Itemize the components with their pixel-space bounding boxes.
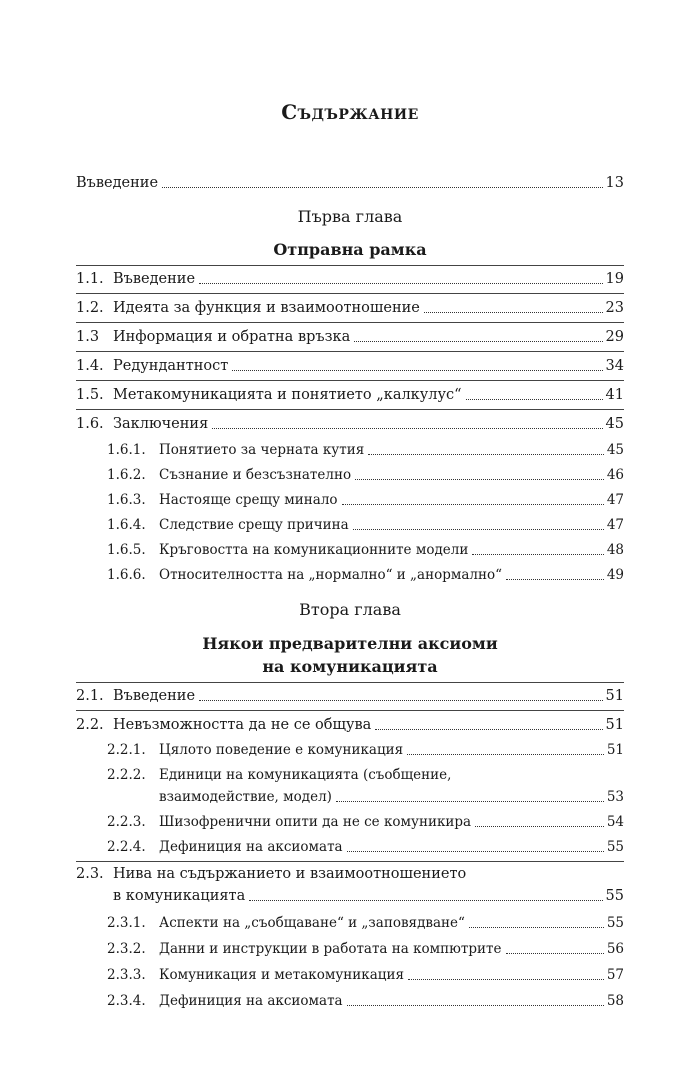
toc-entry[interactable] xyxy=(76,327,624,347)
entry-text: Съзнание и безсъзнателно xyxy=(159,467,352,483)
entry-page: 55 xyxy=(605,888,624,904)
toc-entry-cont[interactable] xyxy=(76,886,624,906)
leader-dots xyxy=(336,801,604,802)
entry-text: Дефиниция на аксиомата xyxy=(159,993,343,1009)
entry-text: Заключения xyxy=(113,416,209,432)
chapter1-title: Отправна рамка xyxy=(273,240,427,259)
entry-number: 2.3. xyxy=(76,866,104,882)
toc-subentry-cont[interactable] xyxy=(107,787,624,807)
leader-dots xyxy=(199,283,603,284)
leader-dots xyxy=(424,312,603,313)
entry-number: 1.3 xyxy=(76,329,100,345)
toc-subentry[interactable] xyxy=(107,913,624,933)
entry-number: 2.2.3. xyxy=(107,814,146,830)
leader-dots xyxy=(212,428,602,429)
toc-subentry[interactable] xyxy=(107,490,624,510)
leader-dots xyxy=(472,554,603,555)
entry-page: 13 xyxy=(605,175,624,191)
entry-number: 1.1. xyxy=(76,271,104,287)
toc-subentry[interactable] xyxy=(107,440,624,460)
leader-dots xyxy=(353,529,604,530)
leader-dots xyxy=(466,399,603,400)
toc-subentry[interactable] xyxy=(107,965,624,985)
entry-page: 51 xyxy=(605,717,624,733)
entry-number: 1.4. xyxy=(76,358,104,374)
leader-dots xyxy=(355,479,604,480)
entry-text: Настояще срещу минало xyxy=(159,492,338,508)
entry-text: Относителността на „нормално“ и „анормално“ xyxy=(159,567,503,583)
leader-dots xyxy=(354,341,602,342)
divider xyxy=(76,682,624,683)
entry-page: 51 xyxy=(605,688,624,704)
divider xyxy=(76,322,624,323)
toc-subentry[interactable] xyxy=(107,740,624,760)
entry-text: Понятието за черната кутия xyxy=(159,442,365,458)
entry-number: 1.6.1. xyxy=(107,442,146,458)
leader-dots xyxy=(408,979,604,980)
toc-subentry[interactable] xyxy=(107,837,624,857)
entry-page: 47 xyxy=(606,492,624,508)
entry-page: 54 xyxy=(606,814,624,830)
entry-text: Въведение xyxy=(113,688,196,704)
entry-page: 45 xyxy=(605,416,624,432)
toc-entry[interactable] xyxy=(76,715,624,735)
leader-dots xyxy=(162,187,603,188)
entry-text: Невъзможността да не се общува xyxy=(113,717,372,733)
entry-text: Единици на комуникацията (съобщение, xyxy=(159,767,452,783)
entry-page: 29 xyxy=(605,329,624,345)
entry-number: 2.3.4. xyxy=(107,993,146,1009)
entry-number: 1.6.2. xyxy=(107,467,146,483)
entry-text: Данни и инструкции в работата на компютрите xyxy=(159,941,502,957)
entry-page: 57 xyxy=(606,967,624,983)
entry-page: 48 xyxy=(606,542,624,558)
divider xyxy=(76,380,624,381)
entry-text: в комуникацията xyxy=(113,888,246,904)
entry-number: 2.2.1. xyxy=(107,742,146,758)
entry-text: Шизофренични опити да не се комуникира xyxy=(159,814,472,830)
entry-number: 1.6. xyxy=(76,416,104,432)
entry-number: 1.6.6. xyxy=(107,567,146,583)
entry-text: Комуникация и метакомуникация xyxy=(159,967,404,983)
entry-page: 55 xyxy=(606,915,624,931)
toc-entry[interactable] xyxy=(76,298,624,318)
entry-number: 1.6.5. xyxy=(107,542,146,558)
entry-text: Нива на съдържанието и взаимоотношението xyxy=(113,866,467,882)
entry-number: 2.1. xyxy=(76,688,104,704)
entry-number: 1.6.3. xyxy=(107,492,146,508)
leader-dots xyxy=(342,504,604,505)
leader-dots xyxy=(469,927,604,928)
entry-text: Аспекти на „съобщаване“ и „заповядване“ xyxy=(159,915,465,931)
entry-text: Въведение xyxy=(113,271,196,287)
entry-page: 23 xyxy=(605,300,624,316)
entry-page: 41 xyxy=(605,387,624,403)
entry-page: 49 xyxy=(606,567,624,583)
leader-dots xyxy=(347,851,604,852)
entry-page: 55 xyxy=(606,839,624,855)
toc-entry[interactable] xyxy=(76,864,624,884)
toc-entry[interactable] xyxy=(76,414,624,434)
toc-entry[interactable] xyxy=(76,356,624,376)
toc-subentry[interactable] xyxy=(107,465,624,485)
divider xyxy=(76,409,624,410)
leader-dots xyxy=(506,579,604,580)
toc-subentry[interactable] xyxy=(107,765,624,785)
leader-dots xyxy=(249,900,602,901)
entry-number: 2.2. xyxy=(76,717,104,733)
leader-dots xyxy=(232,370,602,371)
divider xyxy=(76,265,624,266)
entry-number: 2.3.2. xyxy=(107,941,146,957)
toc-title: Съдържание xyxy=(281,100,419,124)
entry-text: Кръговостта на комуникационните модели xyxy=(159,542,469,558)
leader-dots xyxy=(506,953,604,954)
toc-entry[interactable] xyxy=(76,686,624,706)
divider xyxy=(76,710,624,711)
chapter1-label: Първа глава xyxy=(297,207,403,226)
entry-page: 45 xyxy=(606,442,624,458)
toc-subentry[interactable] xyxy=(107,565,624,585)
toc-subentry[interactable] xyxy=(107,540,624,560)
entry-text: Дефиниция на аксиомата xyxy=(159,839,343,855)
entry-text: Идеята за функция и взаимоотношение xyxy=(113,300,420,316)
divider xyxy=(76,293,624,294)
chapter2-title-line1: Някои предварителни аксиоми xyxy=(202,634,498,653)
leader-dots xyxy=(375,729,602,730)
divider xyxy=(76,861,624,862)
entry-text: взаимодействие, модел) xyxy=(159,789,332,805)
entry-number: 1.2. xyxy=(76,300,104,316)
entry-page: 46 xyxy=(606,467,624,483)
entry-text: Следствие срещу причина xyxy=(159,517,349,533)
entry-page: 47 xyxy=(606,517,624,533)
entry-text: Редундантност xyxy=(113,358,229,374)
entry-page: 53 xyxy=(606,789,624,805)
entry-number: 2.3.3. xyxy=(107,967,146,983)
entry-page: 56 xyxy=(606,941,624,957)
entry-text: Въведение xyxy=(76,175,159,191)
entry-page: 19 xyxy=(605,271,624,287)
entry-number: 2.2.4. xyxy=(107,839,146,855)
entry-text: Информация и обратна връзка xyxy=(113,329,351,345)
leader-dots xyxy=(347,1005,604,1006)
entry-number: 1.5. xyxy=(76,387,104,403)
toc-subentry[interactable] xyxy=(107,939,624,959)
leader-dots xyxy=(475,826,604,827)
entry-number: 2.2.2. xyxy=(107,767,146,783)
toc-subentry[interactable] xyxy=(107,515,624,535)
leader-dots xyxy=(407,754,604,755)
entry-number: 2.3.1. xyxy=(107,915,146,931)
toc-subentry[interactable] xyxy=(107,991,624,1011)
leader-dots xyxy=(368,454,604,455)
entry-number: 1.6.4. xyxy=(107,517,146,533)
toc-entry[interactable] xyxy=(76,269,624,289)
divider xyxy=(76,351,624,352)
chapter2-label: Втора глава xyxy=(299,600,401,619)
entry-text: Метакомуникацията и понятието „калкулус“ xyxy=(113,387,462,403)
entry-page: 34 xyxy=(605,358,624,374)
toc-entry-intro[interactable] xyxy=(76,173,624,193)
chapter2-title-line2: на комуникацията xyxy=(262,657,438,676)
entry-page: 51 xyxy=(606,742,624,758)
toc-entry[interactable] xyxy=(76,385,624,405)
leader-dots xyxy=(199,700,603,701)
toc-subentry[interactable] xyxy=(107,812,624,832)
entry-text: Цялото поведение е комуникация xyxy=(159,742,404,758)
entry-page: 58 xyxy=(606,993,624,1009)
